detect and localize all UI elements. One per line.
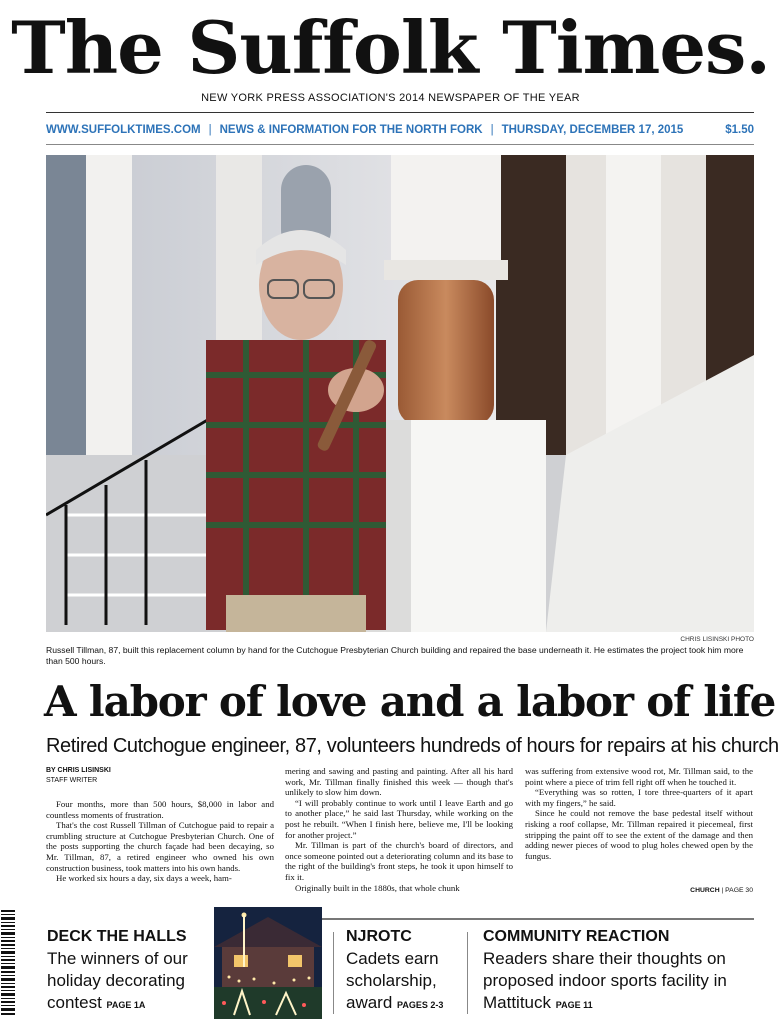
byline-title: STAFF WRITER xyxy=(46,777,98,784)
paragraph: was suffering from extensive wood rot, Mr. Tillman said, to the point where a piece of trim fell right off when he touched it. xyxy=(525,766,753,787)
cover-photo-illustration xyxy=(46,155,754,632)
divider xyxy=(46,144,754,145)
story-column-1 xyxy=(46,799,274,884)
promo-text: The winners of our holiday decorating contest xyxy=(47,949,188,1012)
byline: BY CHRIS LISINSKI xyxy=(46,767,111,774)
paragraph: Mr. Tillman is part of the church's board of directors, and once someone pointed out a deteriorating column and its base to the right of the building's front steps, he took it upon himself to fix it. xyxy=(285,840,513,882)
issue-date: THURSDAY, DECEMBER 17, 2015 xyxy=(501,124,684,136)
divider xyxy=(467,932,468,1014)
headline: A labor of love and a labor of life xyxy=(44,677,776,726)
paragraph: Originally built in the 1880s, that whole chunk xyxy=(295,882,460,893)
masthead-tagline: NEW YORK PRESS ASSOCIATION'S 2014 NEWSPAPER OF THE YEAR xyxy=(201,92,580,104)
cover-photo xyxy=(46,155,754,632)
website-link[interactable]: WWW.SUFFOLKTIMES.COM xyxy=(46,124,201,136)
subheadline: Retired Cutchogue engineer, 87, volunteers hundreds of hours for repairs at his church xyxy=(46,735,779,757)
masthead-title: The Suffolk Times. xyxy=(11,5,770,90)
promo-page-ref: PAGE 1A xyxy=(106,1000,146,1010)
holiday-lights-illustration xyxy=(214,907,322,1019)
promo-community-reaction[interactable] xyxy=(483,948,758,1016)
paragraph: Since he could not remove the base pedestal itself without risking a roof collapse, Mr. Tillman repaired it piecemeal, first stripping the paint off to see the extent of the damage and then adding newer pieces of wood to plug holes chewed open by the fungus. xyxy=(525,808,753,861)
barcode-icon xyxy=(0,908,16,1020)
photo-caption: Russell Tillman, 87, built this replacement column by hand for the Cutchogue Presbyterian Church building and repaired the base underneath it. He estimates the project took him more than 500 hours. xyxy=(46,645,744,666)
promo-njrotc-label[interactable]: NJROTC xyxy=(346,928,412,945)
promo-deck-the-halls-label[interactable]: DECK THE HALLS xyxy=(47,928,187,945)
paragraph: “I will probably continue to work until I leave Earth and go to another place,” he said last Thursday, while working on the post he rebuilt. “When I finish here, believe me, I'll be looking for another project.” xyxy=(285,797,513,840)
promo-text: Cadets earn scholarship, award xyxy=(346,949,439,1012)
divider xyxy=(333,932,334,1014)
divider xyxy=(46,112,754,113)
story-column-3 xyxy=(525,766,753,861)
cover-price: $1.50 xyxy=(725,124,754,136)
section-label: NEWS & INFORMATION FOR THE NORTH FORK xyxy=(219,124,483,136)
paragraph: He worked six hours a day, six days a week, ham- xyxy=(56,873,232,884)
jump-label: CHURCH xyxy=(690,887,720,894)
promo-page-ref: PAGE 11 xyxy=(555,1000,593,1010)
promo-njrotc[interactable] xyxy=(346,948,466,1016)
promo-text: Readers share their thoughts on proposed indoor sports facility in Mattituck xyxy=(483,949,727,1012)
paragraph: “Everything was so rotten, I tore three-quarters of it apart with my fingers,” he said. xyxy=(525,787,753,808)
nav-bar xyxy=(46,121,754,139)
jump-separator: | xyxy=(721,887,724,894)
paragraph: That's the cost Russell Tillman of Cutchogue paid to repair a crumbling structure at Cutchogue Presbyterian Church. One of the posts supporting the church façade had been decaying, so Mr. Tillman, 87, a retired engineer who owned his own construction business, took matters into his own hands. xyxy=(46,820,274,873)
nav-separator: | xyxy=(490,124,494,136)
paragraph: mering and sawing and pasting and painting. After all his hard work, Mr. Tillman finally finished this week — though that's unlikely to slow him down. xyxy=(285,766,513,798)
jump-page: PAGE 30 xyxy=(725,887,753,894)
story-column-2 xyxy=(285,766,513,893)
nav-separator: | xyxy=(208,124,212,136)
holiday-lights-photo xyxy=(214,907,322,1019)
promo-community-reaction-label[interactable]: COMMUNITY REACTION xyxy=(483,928,670,945)
paragraph: Four months, more than 500 hours, $8,000 in labor and countless moments of frustration. xyxy=(46,799,274,820)
promo-deck-the-halls[interactable] xyxy=(47,948,217,1016)
story-jump[interactable] xyxy=(525,887,753,894)
photo-credit: CHRIS LISINSKI PHOTO xyxy=(680,636,754,643)
promo-page-ref: PAGES 2-3 xyxy=(397,1000,444,1010)
